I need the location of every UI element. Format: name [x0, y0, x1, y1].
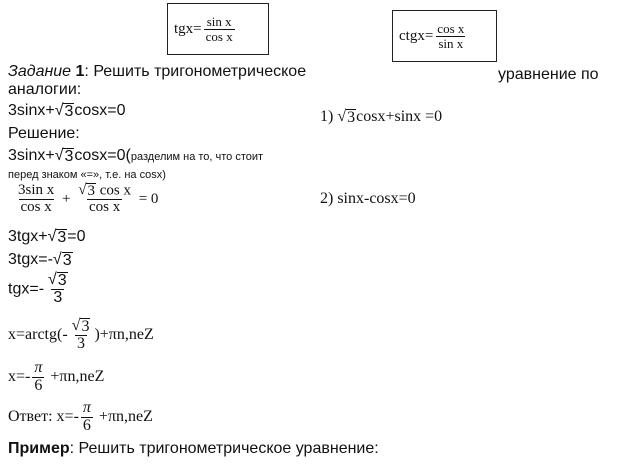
- fraction-denominator-3: 3: [53, 289, 63, 306]
- fraction-sqrt3-over-3: [46, 272, 70, 307]
- exercise-2: [320, 190, 416, 208]
- answer-suffix: +πn,neZ: [98, 407, 153, 425]
- fraction-2: [76, 183, 133, 216]
- sqrt-3: √ 3: [71, 317, 90, 335]
- cotangent-numerator: cos x: [437, 20, 465, 36]
- sqrt-3: √ 3: [78, 182, 95, 199]
- fraction-six: 6: [34, 376, 43, 394]
- solution-line-7-b: +πn,neZ: [50, 367, 105, 385]
- solution-note-line2: перед знаком «=», т.е. на cosx): [8, 169, 166, 181]
- fraction-1-numerator: 3sin x: [18, 182, 55, 199]
- fraction-2-numerator-tail: cos x: [99, 182, 131, 199]
- example-line: [8, 440, 379, 458]
- tangent-numerator: sin x: [206, 13, 232, 29]
- fraction-sqrt3-numerator: [46, 272, 70, 289]
- solution-heading: Решение:: [8, 125, 80, 142]
- solution-note: разделим на то, что стоит: [130, 151, 264, 163]
- fraction-six: 6: [82, 416, 91, 434]
- solution-line-3: [8, 228, 86, 246]
- solution-line-7: [8, 360, 104, 395]
- task-text-line2: аналогии:: [8, 81, 82, 98]
- cotangent-lhs: ctgx=: [399, 27, 434, 44]
- sqrt-arg: 3: [87, 183, 95, 199]
- solution-line-1-a: 3sinx+: [8, 147, 55, 164]
- solution-line-7-a: x=-: [8, 367, 31, 385]
- solution-line-6: [8, 318, 154, 353]
- solution-line-5-a: tgx=-: [8, 280, 45, 298]
- cotangent-denominator: sin x: [438, 35, 464, 51]
- cotangent-formula-box: [392, 10, 497, 62]
- answer-prefix: Ответ: x=-: [8, 407, 79, 425]
- exercise-1: [320, 108, 442, 126]
- tangent-fraction: [204, 15, 235, 43]
- fraction-equals: = 0: [138, 190, 159, 207]
- fraction-pi-over-6: [81, 400, 93, 435]
- sqrt-3: √ 3: [54, 102, 74, 120]
- sqrt-3: √ 3: [54, 147, 74, 165]
- exercise-2-number: 2): [320, 190, 334, 207]
- fraction-sqrt3-numerator: [70, 318, 93, 335]
- solution-line-6-a: x=arctg(-: [8, 326, 68, 344]
- fraction-sqrt3-over-3: [70, 318, 93, 353]
- solution-line-1-b: cosx=0(: [74, 147, 131, 164]
- cotangent-fraction: [435, 22, 466, 50]
- example-text: : Решить тригонометрическое уравнение:: [69, 440, 379, 457]
- tangent-lhs: tgx=: [174, 20, 202, 37]
- solution-line-4: [8, 251, 73, 269]
- solution-line-1: [8, 147, 263, 165]
- solution-line-3-b: =0: [67, 228, 86, 245]
- exercise-1-text: cosx+sinx =0: [356, 108, 443, 125]
- exercise-2-text: sinx-cosx=0: [337, 190, 416, 207]
- fraction-1-denominator: cos x: [20, 198, 52, 215]
- tangent-denominator: cos x: [205, 28, 233, 44]
- fraction-1: [16, 183, 56, 216]
- sqrt-arg: 3: [64, 148, 74, 165]
- task-text-right: уравнение по: [498, 66, 599, 83]
- solution-line-6-b: )+πn,neZ: [94, 326, 154, 344]
- solution-line-4-a: 3tgx=-: [8, 251, 53, 268]
- task-equation: [8, 102, 126, 120]
- sqrt-arg: 3: [347, 109, 356, 126]
- fraction-2-denominator: cos x: [88, 199, 121, 215]
- fraction-pi: π: [34, 359, 43, 376]
- task-label: Задание: [8, 63, 72, 80]
- sqrt-3: √ 3: [48, 271, 67, 289]
- sqrt-arg: 3: [64, 103, 74, 120]
- sqrt-3: √ 3: [47, 228, 67, 246]
- sqrt-arg: 3: [62, 252, 72, 269]
- exercise-1-number: 1): [320, 108, 334, 125]
- sqrt-arg: 3: [57, 229, 67, 246]
- solution-line-5: [8, 272, 72, 307]
- solution-line-3-a: 3tgx+: [8, 228, 48, 245]
- task-equation-part-a: 3sinx+: [8, 102, 55, 119]
- example-label: Пример: [8, 440, 70, 457]
- fraction-pi-over-6: [32, 360, 44, 395]
- task-number: 1: [75, 63, 85, 80]
- task-heading: [8, 63, 306, 81]
- task-text: : Решить тригонометрическое: [84, 63, 307, 80]
- fraction-pi: π: [82, 399, 91, 416]
- answer-line: [8, 400, 153, 435]
- sqrt-arg: 3: [57, 272, 67, 289]
- sqrt-3: √ 3: [52, 251, 72, 269]
- tangent-formula-box: [167, 3, 269, 55]
- fraction-2-numerator: [76, 183, 133, 199]
- fraction-denominator-3: 3: [77, 335, 86, 352]
- sqrt-arg: 3: [81, 318, 90, 335]
- sqrt-3: √ 3: [337, 108, 356, 126]
- plus-sign: +: [62, 190, 71, 207]
- task-equation-part-b: cosx=0: [74, 102, 126, 119]
- solution-fraction-line: [14, 183, 158, 216]
